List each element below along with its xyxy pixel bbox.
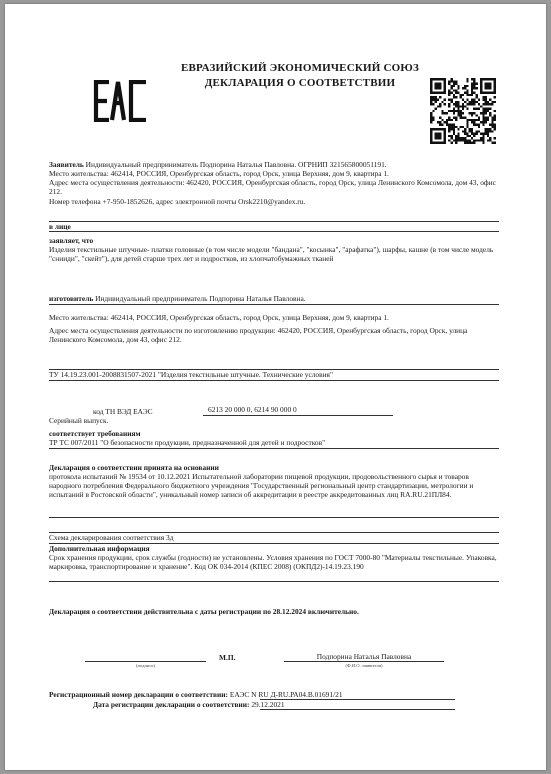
basis-text: протокола испытаний № 19534 от 10.12.2021 Испытательной лаборатории пищевой продукции, продовольственного сырья и товаров народного потребления Федерального бюджетного учреждения "Государственный региональный центр стандартизации, метрологии и испытаний в Ростовской области", уникальный номер записи об аккредитации в реестре аккредитованных лиц RA.RU.21ПЛ84.	[49, 472, 474, 500]
applicant-contacts: Номер телефона +7-950-1852626, адрес электронной почты Orsk2210@yandex.ru.	[49, 197, 306, 207]
applicant-address: Место жительства: 462414, РОССИЯ, Оренбургская область, город Орск, улица Верхняя, дом 9, квартира 1.	[49, 169, 389, 179]
in-person-label: в лице	[49, 222, 71, 231]
manufacturer-address: Место жительства: 462414, РОССИЯ, Оренбургская область, город Орск, улица Верхняя, дом 9, квартира 1.	[49, 313, 389, 322]
registration-number-line	[49, 690, 343, 699]
manufacturer-name: Индивидуальный предприниматель Подпорина Наталья Павловна.	[95, 294, 306, 303]
applicant-label: Заявитель	[49, 160, 84, 169]
signature-caption: (подпись)	[135, 663, 156, 668]
document-title: ДЕКЛАРАЦИЯ О СООТВЕТСТВИИ	[204, 77, 396, 89]
registration-number: ЕАЭС N RU Д-RU.РА04.В.01691/21	[229, 690, 343, 699]
applicant-text: Индивидуальный предприниматель Подпорина Наталья Павловна. ОГРНИП 321565800051191.	[85, 160, 387, 169]
requirements-label: соответствует требованиям	[49, 429, 141, 438]
applicant-activity-address: Адрес места осуществления деятельности: 462420, РОССИЯ, Оренбургская область, город Орск, улица Ленинского Комсомола, дом 43, офис 212.	[49, 178, 496, 197]
declaration-page	[5, 4, 546, 770]
registration-number-label: Регистрационный номер декларации о соответствии:	[49, 690, 228, 699]
product-text: Изделия текстильные штучные- платки головные (в том числе модели "бандана", "косынка", "арафатка"), шарфы, кашне (в том числе модель "снииди", "скейт"), для детей старше трех лет и подростков, из хлопчатобумажных тканей	[49, 245, 494, 264]
eac-mark-icon	[93, 80, 149, 122]
qr-code-icon	[430, 78, 496, 144]
manufacturer-activity-address: Адрес места осуществления деятельности по изготовлению продукции: 462420, РОССИЯ, Оренбургская область, город Орск, улица Ленинского Комсомола, дом 43, офис 212.	[49, 326, 468, 345]
additional-info-label: Дополнительная информация	[49, 544, 150, 553]
registration-date-line	[93, 700, 285, 709]
requirements-text: ТР ТС 007/2011 "О безопасности продукции, предназначенной для детей и подростков"	[49, 438, 326, 447]
additional-info-text: Срок хранения продукции, срок службы (годности) не установлены. Условия хранения по ГОСТ 7000-80 "Материалы текстильные. Упаковка, маркировка, транспортирование и хранение". Код ОК 034-2014 (КПЕС 2008) (ОКПД2)-14.19.23.190	[49, 553, 497, 572]
basis-label: Декларация о соответствии принята на основании	[49, 463, 219, 472]
product-block	[49, 236, 501, 263]
technical-spec: ТУ 14.19.23.001-2008831507-2021 "Изделия текстильные штучные. Технические условия"	[49, 370, 333, 379]
signatory-name: Подпорина Наталья Павловна	[316, 652, 412, 661]
registration-date: 29.12.2021	[251, 700, 285, 709]
manufacturer-address-block	[49, 313, 501, 344]
applicant-block	[49, 160, 499, 206]
hs-code-label: код ТН ВЭД ЕАЭС	[93, 407, 153, 416]
stamp-place: М.П.	[219, 653, 236, 662]
declares-label: заявляет, что	[49, 236, 94, 245]
registration-date-label: Дата регистрации декларации о соответствии:	[93, 700, 250, 709]
manufacturer-label: изготовитель	[49, 294, 94, 303]
declaration-scheme: Схема декларирования соответствия 3д	[49, 533, 174, 542]
manufacturer-line	[49, 294, 499, 303]
signatory-caption: (Ф.И.О. заявителя)	[345, 663, 383, 668]
union-title: ЕВРАЗИЙСКИЙ ЭКОНОМИЧЕСКИЙ СОЮЗ	[180, 62, 419, 74]
validity-text: Декларация о соответствии действительна с даты регистрации по 28.12.2024 включительно.	[49, 607, 359, 616]
serial-production: Серийный выпуск.	[49, 416, 109, 425]
hs-code-value: 6213 20 000 0, 6214 90 000 0	[208, 405, 297, 414]
